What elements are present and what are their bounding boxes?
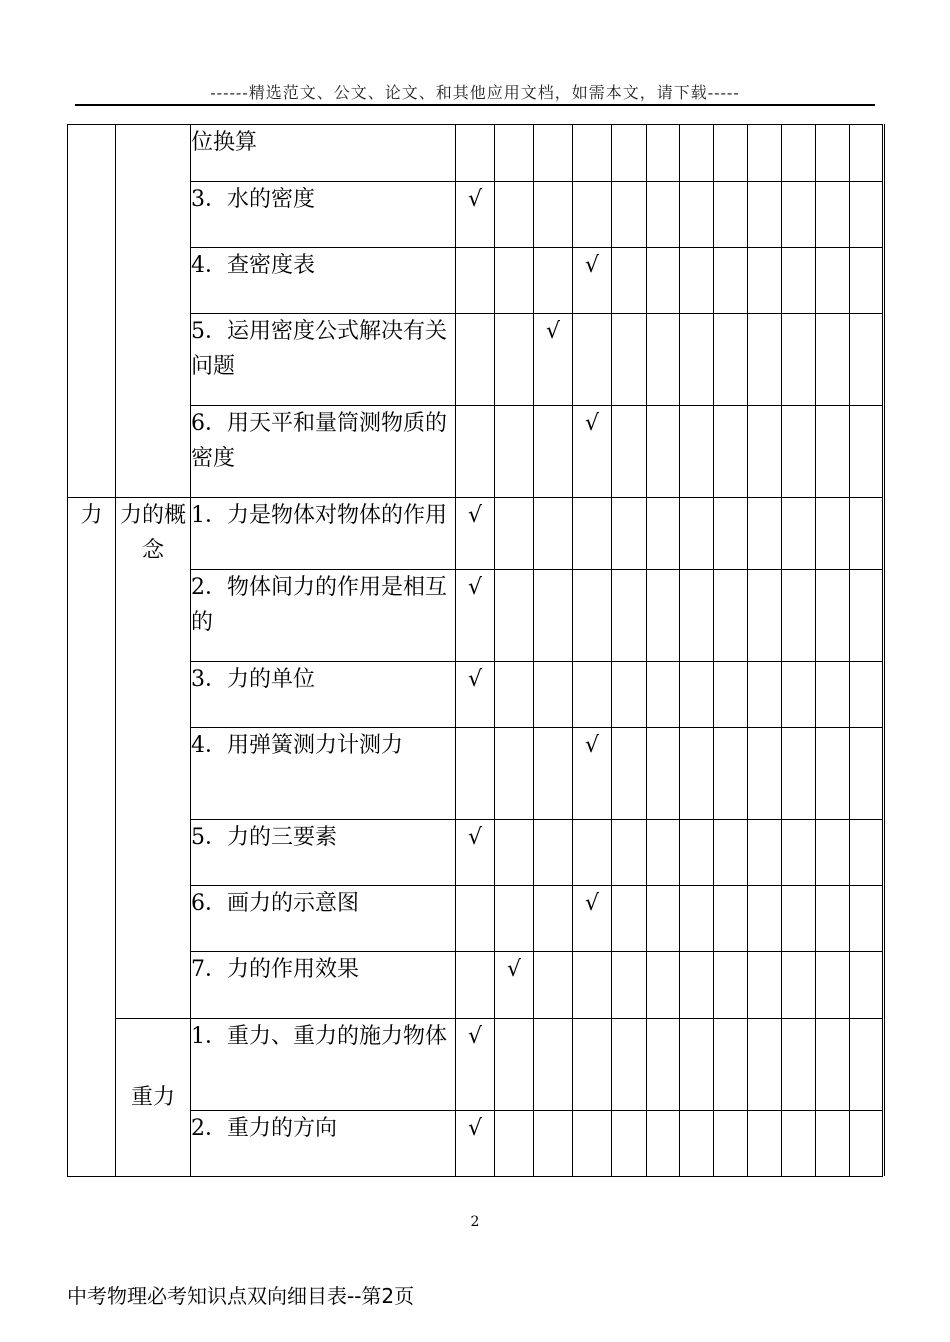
level-cell <box>680 406 714 498</box>
level-cell <box>680 886 714 952</box>
level-cell <box>534 406 573 498</box>
level-cell <box>748 728 782 820</box>
level-cell <box>612 1019 647 1111</box>
knowledge-item: 4．用弹簧测力计测力 <box>191 728 456 820</box>
level-cell <box>495 125 534 182</box>
level-cell <box>573 182 612 248</box>
level-cell <box>714 406 748 498</box>
level-cell <box>748 1019 782 1111</box>
level-cell <box>680 570 714 662</box>
level-cell <box>714 1111 748 1177</box>
level-cell <box>495 182 534 248</box>
level-cell <box>782 820 816 886</box>
subcategory-cell-blank <box>116 125 191 498</box>
level-cell <box>782 1111 816 1177</box>
check-mark: √ <box>534 314 573 406</box>
level-cell <box>714 662 748 728</box>
level-cell <box>680 182 714 248</box>
knowledge-item: 7．力的作用效果 <box>191 952 456 1019</box>
table-row <box>68 125 883 182</box>
level-cell <box>714 248 748 314</box>
level-cell <box>612 952 647 1019</box>
table-right-edge <box>884 124 885 1176</box>
level-cell <box>850 1111 883 1177</box>
check-mark: √ <box>456 1019 495 1111</box>
level-cell <box>495 248 534 314</box>
level-cell <box>495 1019 534 1111</box>
level-cell <box>850 728 883 820</box>
level-cell <box>680 125 714 182</box>
level-cell <box>748 570 782 662</box>
level-cell <box>573 498 612 570</box>
check-mark: √ <box>456 820 495 886</box>
level-cell <box>647 662 680 728</box>
check-mark: √ <box>456 498 495 570</box>
check-mark: √ <box>456 1111 495 1177</box>
table-row <box>68 728 883 820</box>
level-cell <box>495 406 534 498</box>
level-cell <box>680 498 714 570</box>
knowledge-item: 5．运用密度公式解决有关问题 <box>191 314 456 406</box>
level-cell <box>714 182 748 248</box>
table-row <box>68 406 883 498</box>
category-cell-blank <box>68 125 116 498</box>
level-cell <box>816 952 850 1019</box>
level-cell <box>495 1111 534 1177</box>
level-cell <box>782 728 816 820</box>
knowledge-item: 1．重力、重力的施力物体 <box>191 1019 456 1111</box>
level-cell <box>816 314 850 406</box>
level-cell <box>816 1019 850 1111</box>
level-cell <box>612 406 647 498</box>
level-cell <box>748 248 782 314</box>
level-cell <box>714 570 748 662</box>
level-cell <box>495 662 534 728</box>
table-row <box>68 570 883 662</box>
level-cell <box>816 248 850 314</box>
level-cell <box>647 498 680 570</box>
level-cell <box>680 1111 714 1177</box>
knowledge-item: 6．用天平和量筒测物质的密度 <box>191 406 456 498</box>
level-cell <box>714 1019 748 1111</box>
level-cell <box>534 182 573 248</box>
level-cell <box>748 314 782 406</box>
level-cell <box>782 952 816 1019</box>
footer-text: 中考物理必考知识点双向细目表--第2页 <box>67 1284 415 1308</box>
level-cell <box>573 125 612 182</box>
table-row <box>68 1019 883 1111</box>
level-cell <box>534 662 573 728</box>
level-cell <box>748 406 782 498</box>
level-cell <box>782 498 816 570</box>
level-cell <box>612 728 647 820</box>
table-row <box>68 498 883 570</box>
level-cell <box>714 952 748 1019</box>
level-cell <box>816 1111 850 1177</box>
knowledge-item: 4．查密度表 <box>191 248 456 314</box>
level-cell <box>850 314 883 406</box>
level-cell <box>748 820 782 886</box>
level-cell <box>680 1019 714 1111</box>
detail-table <box>67 124 883 1177</box>
category-force: 力 <box>68 498 116 1177</box>
level-cell <box>680 662 714 728</box>
level-cell <box>647 125 680 182</box>
page-number: 2 <box>470 1214 480 1230</box>
level-cell <box>534 570 573 662</box>
level-cell <box>612 248 647 314</box>
level-cell <box>612 570 647 662</box>
table-row <box>68 1111 883 1177</box>
knowledge-item: 6．画力的示意图 <box>191 886 456 952</box>
level-cell <box>782 406 816 498</box>
level-cell <box>748 125 782 182</box>
level-cell <box>816 570 850 662</box>
level-cell <box>748 662 782 728</box>
level-cell <box>647 314 680 406</box>
level-cell <box>612 662 647 728</box>
level-cell <box>534 728 573 820</box>
subcategory-force-concept: 力的概念 <box>116 498 191 1019</box>
level-cell <box>850 498 883 570</box>
level-cell <box>714 125 748 182</box>
check-mark: √ <box>573 248 612 314</box>
level-cell <box>647 182 680 248</box>
level-cell <box>816 406 850 498</box>
level-cell <box>573 662 612 728</box>
level-cell <box>782 570 816 662</box>
level-cell <box>495 314 534 406</box>
knowledge-item: 2．物体间力的作用是相互的 <box>191 570 456 662</box>
header-rule <box>75 104 875 106</box>
level-cell <box>534 248 573 314</box>
header-text: ------精选范文、公文、论文、和其他应用文档，如需本文，请下载----- <box>210 83 740 102</box>
level-cell <box>782 314 816 406</box>
knowledge-item: 5．力的三要素 <box>191 820 456 886</box>
level-cell <box>850 1019 883 1111</box>
check-mark: √ <box>456 662 495 728</box>
level-cell <box>850 248 883 314</box>
level-cell <box>850 820 883 886</box>
level-cell <box>534 1111 573 1177</box>
level-cell <box>782 886 816 952</box>
level-cell <box>495 728 534 820</box>
level-cell <box>647 886 680 952</box>
level-cell <box>534 1019 573 1111</box>
level-cell <box>647 570 680 662</box>
level-cell <box>680 820 714 886</box>
level-cell <box>647 1111 680 1177</box>
level-cell <box>850 125 883 182</box>
knowledge-item: 位换算 <box>191 125 456 182</box>
table-row <box>68 952 883 1019</box>
level-cell <box>534 820 573 886</box>
level-cell <box>782 662 816 728</box>
table-row <box>68 886 883 952</box>
level-cell <box>748 1111 782 1177</box>
level-cell <box>714 886 748 952</box>
level-cell <box>782 125 816 182</box>
level-cell <box>456 314 495 406</box>
level-cell <box>850 886 883 952</box>
level-cell <box>534 125 573 182</box>
level-cell <box>456 248 495 314</box>
level-cell <box>612 886 647 952</box>
knowledge-item: 2．重力的方向 <box>191 1111 456 1177</box>
check-mark: √ <box>573 886 612 952</box>
level-cell <box>816 728 850 820</box>
level-cell <box>748 952 782 1019</box>
level-cell <box>647 952 680 1019</box>
check-mark: √ <box>456 570 495 662</box>
check-mark: √ <box>573 406 612 498</box>
level-cell <box>495 820 534 886</box>
level-cell <box>456 125 495 182</box>
table-row <box>68 182 883 248</box>
level-cell <box>782 182 816 248</box>
knowledge-item: 3．水的密度 <box>191 182 456 248</box>
check-mark: √ <box>495 952 534 1019</box>
level-cell <box>534 886 573 952</box>
level-cell <box>495 498 534 570</box>
level-cell <box>612 125 647 182</box>
level-cell <box>456 406 495 498</box>
level-cell <box>647 728 680 820</box>
level-cell <box>495 570 534 662</box>
level-cell <box>534 952 573 1019</box>
level-cell <box>850 662 883 728</box>
level-cell <box>748 182 782 248</box>
knowledge-item: 1．力是物体对物体的作用 <box>191 498 456 570</box>
level-cell <box>782 1019 816 1111</box>
level-cell <box>816 182 850 248</box>
level-cell <box>612 182 647 248</box>
level-cell <box>495 886 534 952</box>
level-cell <box>816 498 850 570</box>
level-cell <box>680 952 714 1019</box>
level-cell <box>850 182 883 248</box>
level-cell <box>647 406 680 498</box>
level-cell <box>573 952 612 1019</box>
level-cell <box>612 820 647 886</box>
level-cell <box>573 820 612 886</box>
level-cell <box>714 498 748 570</box>
level-cell <box>714 314 748 406</box>
level-cell <box>816 125 850 182</box>
level-cell <box>612 314 647 406</box>
level-cell <box>573 1111 612 1177</box>
table-row <box>68 820 883 886</box>
level-cell <box>534 498 573 570</box>
level-cell <box>850 952 883 1019</box>
knowledge-item: 3．力的单位 <box>191 662 456 728</box>
level-cell <box>573 1019 612 1111</box>
level-cell <box>850 406 883 498</box>
subcategory-gravity: 重力 <box>116 1019 191 1177</box>
level-cell <box>456 952 495 1019</box>
level-cell <box>573 314 612 406</box>
level-cell <box>573 570 612 662</box>
level-cell <box>680 728 714 820</box>
level-cell <box>748 886 782 952</box>
level-cell <box>816 662 850 728</box>
level-cell <box>850 570 883 662</box>
level-cell <box>816 820 850 886</box>
level-cell <box>647 1019 680 1111</box>
level-cell <box>612 1111 647 1177</box>
level-cell <box>612 498 647 570</box>
level-cell <box>456 728 495 820</box>
table-row <box>68 662 883 728</box>
level-cell <box>680 314 714 406</box>
check-mark: √ <box>573 728 612 820</box>
table-row <box>68 314 883 406</box>
level-cell <box>714 728 748 820</box>
level-cell <box>816 886 850 952</box>
level-cell <box>647 820 680 886</box>
level-cell <box>748 498 782 570</box>
table-row <box>68 248 883 314</box>
level-cell <box>782 248 816 314</box>
level-cell <box>680 248 714 314</box>
check-mark: √ <box>456 182 495 248</box>
level-cell <box>456 886 495 952</box>
level-cell <box>647 248 680 314</box>
level-cell <box>714 820 748 886</box>
